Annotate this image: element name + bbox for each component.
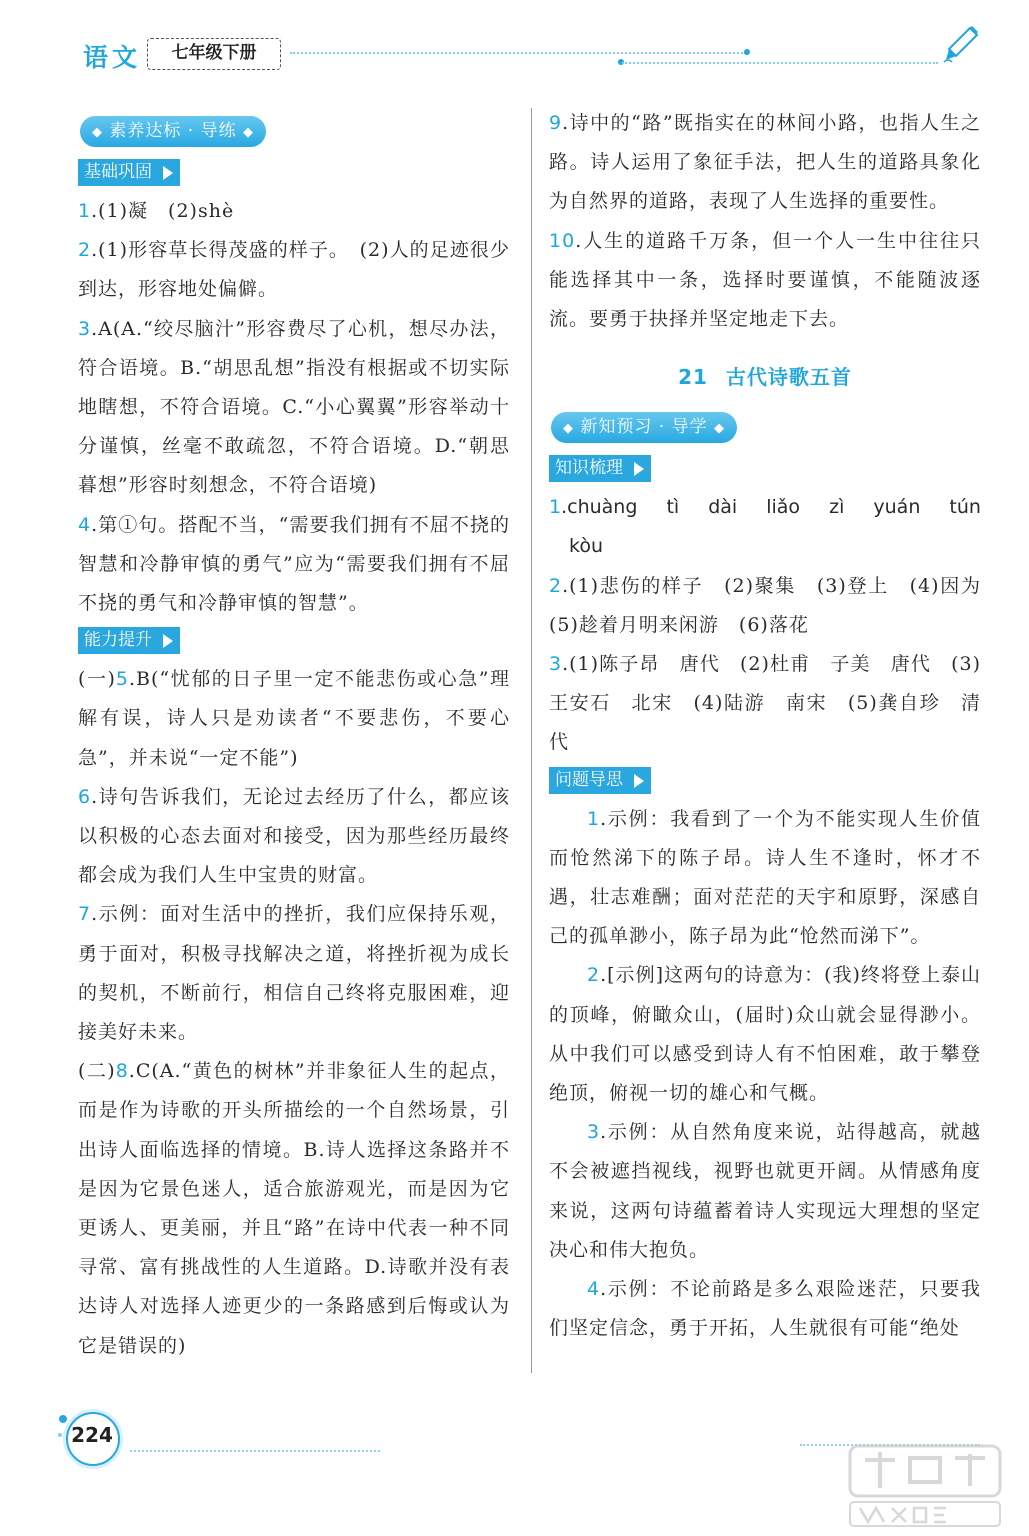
answer-number: 3 (549, 653, 563, 676)
answer-number: 2 (78, 239, 92, 262)
pinyin-continuation: kòu (569, 535, 603, 558)
play-arrow-icon (634, 462, 644, 476)
answer-text: .(1)形容草长得茂盛的样子。 (2)人的足迹很少到达，形容地处偏僻。 (78, 239, 510, 301)
diamond-icon: ◆ (92, 125, 103, 140)
answer-text: .C(A.“黄色的树林”并非象征人生的起点，而是作为诗歌的开头所描绘的一个自然场景，引出诗人面临选择的情境。B.诗人选择这条路并不是因为它景色迷人，适合旅游观光，而是因为它更诱人、更美丽，并且“路”在诗中代表一种不同寻常、富有挑战性的人生道路。D.诗歌并没有表达诗人对选择人迹更少的一条路感到后悔或认为它是错误的) (78, 1060, 510, 1357)
answer-item (549, 645, 981, 763)
answer-item (549, 800, 981, 957)
answer-text: .示例：我看到了一个为不能实现人生价值而怆然涕下的陈子昂。诗人生不逢时，怀才不遇，壮志难酬；面对茫茫的天宇和原野，深感自己的孤单渺小，陈子昂为此“怆然而涕下”。 (549, 807, 981, 948)
footer-divider (130, 1450, 380, 1452)
banner-label: 新知预习 · 导学 (580, 417, 708, 438)
banner-label: 素养达标 · 导练 (109, 121, 237, 141)
answer-item (549, 1113, 981, 1270)
answer-number: 2 (587, 964, 601, 987)
answer-number: 9 (549, 112, 563, 134)
answer-number: 4 (78, 513, 92, 536)
pinyin-item: zì (829, 496, 845, 519)
pinyin-item: dài (708, 496, 738, 519)
section-banner (551, 412, 737, 443)
play-arrow-icon (634, 774, 644, 788)
answer-text: .示例：面对生活中的挫折，我们应保持乐观，勇于面对，积极寻找解决之道，将挫折视为成长的契机，不断前行，相信自己终将克服困难，迎接美好未来。 (78, 903, 510, 1044)
answer-text: .人生的道路千万条，但一个人一生中往往只能选择其中一条，选择时要谨慎，不能随波逐流。要勇于抉择并坚定地走下去。 (549, 229, 981, 331)
answer-item (549, 956, 981, 1113)
pinyin-item: tì (666, 496, 680, 519)
page-header (0, 0, 1029, 80)
answer-text: .第①句。搭配不当，“需要我们拥有不屈不挠的智慧和冷静审慎的勇气”应为“需要我们拥有不屈不挠的勇气和冷静审慎的智慧”。 (78, 513, 510, 615)
answer-item (549, 567, 1002, 645)
tag-label: 能力提升 (84, 630, 152, 651)
pen-icon (940, 24, 980, 66)
answer-number: 1 (78, 200, 92, 222)
group-prefix: (二) (78, 1060, 116, 1083)
grade-label: 七年级下册 (147, 38, 281, 70)
answer-text: .(1)陈子昂 唐代 (2)杜甫 子美 唐代 (3)王安石 北宋 (4)陆游 南宋 (5)龚自珍 清代 (549, 653, 981, 754)
answer-text: .示例：从自然角度来说，站得越高，就越不会被遮挡视线，视野也就更开阔。从情感角度来说，这两句诗蕴蓄着诗人实现远大理想的坚定决心和伟大抱负。 (549, 1121, 981, 1261)
pinyin-item: yuán (873, 496, 921, 519)
subject-title: 语文 (83, 43, 142, 72)
answer-item (549, 222, 981, 340)
section-tag (78, 627, 180, 654)
section-tag (549, 455, 651, 482)
answer-text: .示例：不论前路是多么艰险迷茫，只要我们坚定信念，勇于开拓，人生就很有可能“绝处 (549, 1278, 981, 1340)
tag-label: 知识梳理 (555, 458, 623, 479)
site-watermark-logo (830, 1440, 1020, 1530)
column-divider (531, 108, 532, 1373)
answer-item (78, 660, 510, 778)
header-divider (290, 52, 746, 54)
lesson-number: 21 (678, 365, 708, 390)
answer-number: 5 (115, 668, 129, 691)
diamond-icon: ◆ (243, 125, 255, 140)
answer-text: .B(“忧郁的日子里一定不能悲伤或心急”理解有误，诗人只是劝读者“不要悲伤，不要心急”，并未说“一定不能”) (78, 668, 510, 769)
lesson-name: 古代诗歌五首 (725, 365, 852, 390)
tag-label: 基础巩固 (84, 162, 152, 182)
diamond-icon: ◆ (714, 421, 726, 437)
answer-text: .[示例]这两句的诗意为：(我)终将登上泰山的顶峰，俯瞰众山，(届时)众山就会显得渺小。从中我们可以感受到诗人有不怕困难，敢于攀登绝顶，俯视一切的雄心和气概。 (549, 964, 981, 1105)
answer-item (78, 231, 510, 309)
right-column (549, 104, 1002, 1348)
answer-number: 8 (115, 1060, 129, 1083)
answer-number: 1 (587, 807, 601, 830)
page-number: 224 (71, 1423, 113, 1447)
pinyin-item (549, 488, 637, 527)
answer-text: .诗中的“路”既指实在的林间小路，也指人生之路。诗人运用了象征手法，把人生的道路具象化为自然界的道路，表现了人生选择的重要性。 (549, 112, 981, 213)
answer-text: .诗句告诉我们，无论过去经历了什么，都应该以积极的心态去面对和接受，因为那些经历最终都会成为我们人生中宝贵的财富。 (78, 785, 510, 887)
answer-number: 3 (587, 1121, 601, 1144)
diamond-icon: ◆ (563, 421, 574, 437)
answer-text: .(1)悲伤的样子 (2)聚集 (3)登上 (4)因为 (5)趁着月明来闲游 (6)落花 (549, 574, 1002, 636)
answer-item (78, 778, 510, 896)
answer-item (78, 895, 510, 1052)
group-prefix: (一) (78, 668, 116, 691)
pinyin-row (549, 488, 981, 527)
answer-item (78, 1052, 510, 1366)
tag-label: 问题导思 (555, 769, 623, 790)
answer-text: .(1)凝 (2)shè (91, 200, 235, 222)
answer-item (78, 310, 510, 506)
header-divider (622, 62, 938, 64)
pinyin-item: liǎo (766, 496, 801, 519)
answer-number: 4 (587, 1278, 601, 1301)
left-column (78, 112, 510, 1366)
play-arrow-icon (163, 166, 173, 180)
answer-number: 3 (78, 317, 92, 340)
section-tag (549, 767, 651, 794)
answer-item (78, 192, 510, 231)
pinyin-text: .chuàng (561, 496, 638, 519)
answer-item (78, 506, 510, 624)
answer-number: 2 (549, 574, 563, 597)
header-dot (744, 49, 750, 55)
lesson-title (549, 361, 981, 390)
answer-item (549, 1270, 981, 1348)
answer-number: 10 (549, 229, 576, 252)
section-tag (78, 159, 180, 186)
answer-item (549, 104, 981, 222)
answer-number: 6 (78, 785, 92, 808)
section-banner (80, 116, 266, 147)
answer-number: 1 (549, 496, 562, 519)
pinyin-item: tún (949, 496, 981, 519)
answer-text: .A(A.“绞尽脑汁”形容费尽了心机，想尽办法，符合语境。B.“胡思乱想”指没有根据或不切实际地瞎想，不符合语境。C.“小心翼翼”形容举动十分谨慎，丝毫不敢疏忽，不符合语境。D.“朝思暮想”形容时刻想念，不符合语境) (78, 317, 510, 497)
play-arrow-icon (163, 634, 173, 648)
answer-number: 7 (78, 903, 92, 926)
